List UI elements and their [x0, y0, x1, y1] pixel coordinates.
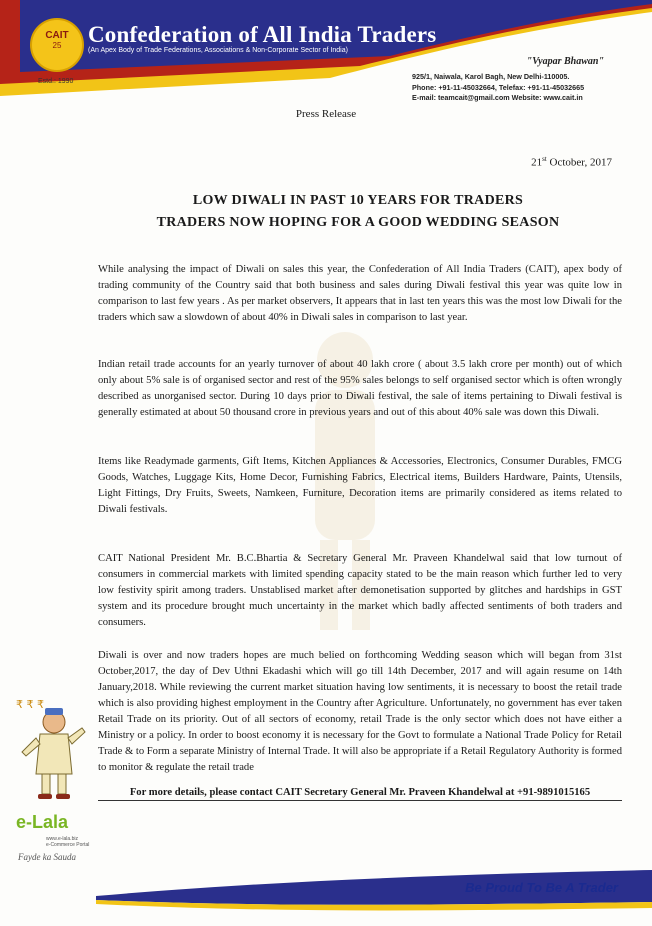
- e-lala-portal: e-Commerce Portal: [46, 842, 90, 848]
- release-date: [531, 155, 612, 169]
- date-suffix: st: [542, 155, 547, 163]
- building-name: "Vyapar Bhawan": [526, 56, 604, 67]
- address-line: 925/1, Naiwala, Karol Bagh, New Delhi-110005.: [412, 72, 570, 81]
- email-line: E-mail: teamcait@gmail.com Website: www.cait.in: [412, 93, 583, 102]
- address-block: [412, 72, 584, 104]
- slogan: Be Proud To Be A Trader: [465, 880, 618, 895]
- org-tagline: (An Apex Body of Trade Federations, Associations & Non-Corporate Sector of India): [88, 47, 348, 54]
- phone-line: Phone: +91-11-45032664, Telefax: +91-11-45032665: [412, 82, 585, 92]
- cait-logo: [30, 18, 84, 72]
- logo-sub: 25: [52, 41, 62, 50]
- headline-line-1: LOW DIWALI IN PAST 10 YEARS FOR TRADERS: [192, 193, 524, 208]
- estd-text: Estd.: 1990: [38, 78, 74, 85]
- paragraph-5: Diwali is over and now traders hopes are much belied on forthcoming Wedding season which will began from 31st October,2017, the day of Dev Uthni Ekadashi which will go till 14th December, 2017 and will again resume on 14th January,2018. While reviewing the current market situation having low sentiments, it is necessary to boost the retail trade which is also providing highest employment in the Country after Agriculture. Unfortunately, no government has ever taken Retail Trade on its priority. Out of all sectors of economy, retail Trade is the only sector which does not have either a Ministry or a policy. In order to boost economy it is necessary for the Govt to formulate a National Trade Policy for Retail Trade & to Form a separate Ministry of Internal Trade. It will also be appropriate if a Retail Regulatory Authority is formed to monitor & regulate the retail trade: [98, 650, 622, 773]
- press-release-label: Press Release: [295, 108, 357, 120]
- headline: [0, 190, 652, 234]
- paragraph-2: Indian retail trade accounts for an yearly turnover of about 40 lakh crore ( about 3.5 lakh crore per month) out of which only about 5% sale is of organised sector and rest of the 95% sales belongs to self organised sector which is often wrongly described as unorganised sector. During 10 days prior to Diwali festival, the sale of items pertaining to Diwali festival is generally estimated at about 50 thousand crore in previous years and out of this about 40% sale was down this Diwali.: [98, 359, 622, 418]
- svg-text:₹ ₹ ₹: ₹ ₹ ₹: [16, 698, 44, 711]
- paragraph-4: CAIT National President Mr. B.C.Bhartia & Secretary General Mr. Praveen Khandelwal said that low turnout of consumers in commercial markets with limited spending capacity stated to be the main reason which further led to very low festivity spirit among traders. Unstablised market after demonetisation supported by glitches and hardships in GST system and its procedure brought much uncertainty in the market which badly affected sentiments of both traders and consumers.: [98, 553, 622, 628]
- e-lala-tagline: Fayde ka Sauda: [18, 852, 76, 862]
- e-lala-brand: e-Lala: [16, 812, 69, 832]
- e-lala-sub: [46, 836, 89, 848]
- headline-line-2: TRADERS NOW HOPING FOR A GOOD WEDDING SEASON: [156, 215, 560, 230]
- e-lala-mascot-icon: [12, 692, 92, 802]
- paragraph-1: While analysing the impact of Diwali on sales this year, the Confederation of All India Traders (CAIT), apex body of trading community of the Country said that both business and sales during Diwali festival this year was quite low in comparison to last few years . As per market observers, It appears that in last ten years this was the most low Diwali for the traders which saw a slowdown of about 40% in Diwali sales in comparison to last year.: [98, 264, 622, 323]
- e-lala-site: www.e-lala.biz: [46, 836, 78, 842]
- date-rest: October, 2017: [546, 156, 612, 169]
- org-name: Confederation of All India Traders: [88, 22, 437, 47]
- contact-text: For more details, please contact CAIT Secretary General Mr. Praveen Khandelwal at +91-9891015165: [129, 787, 591, 798]
- paragraph-3: Items like Readymade garments, Gift Items, Kitchen Appliances & Accessories, Electronics, Consumer Durables, FMCG Goods, Watches, Luggage Kits, Home Decor, Furnishing Fabrics, Electrical items, Builders Hardware, Paints, Utensils, Light Fittings, Dry Fruits, Sweets, Namkeen, Furniture, Decoration items are primarily considered as items related to Diwali festivals.: [98, 456, 622, 515]
- contact-line: [98, 787, 622, 801]
- date-day: 21: [531, 156, 543, 169]
- logo-text: CAIT: [45, 30, 69, 41]
